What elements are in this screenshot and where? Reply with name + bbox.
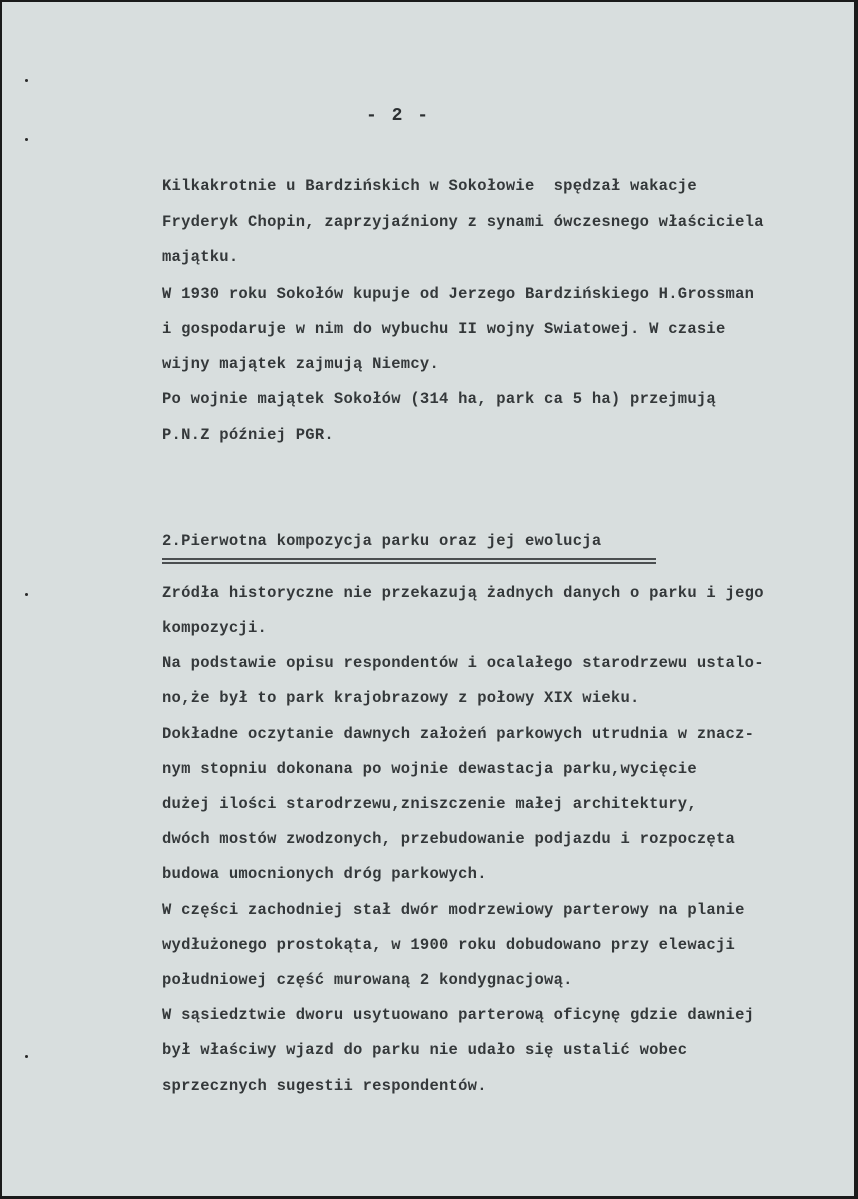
text-line: wijny majątek zajmują Niemcy. xyxy=(162,355,439,373)
text-line: kompozycji. xyxy=(162,619,268,637)
text-line: P.N.Z później PGR. xyxy=(162,426,334,444)
text-line: W 1930 roku Sokołów kupuje od Jerzego Bardzińskiego H.Grossman xyxy=(162,285,755,303)
section-heading: 2.Pierwotna kompozycja parku oraz jej ewolucja xyxy=(162,532,602,550)
text-line: W części zachodniej stał dwór modrzewiowy parterowy na planie xyxy=(162,901,745,919)
text-line: Dokładne oczytanie dawnych założeń parkowych utrudnia w znacz- xyxy=(162,725,755,743)
margin-dot xyxy=(25,79,28,82)
text-line: Kilkakrotnie u Bardzińskich w Sokołowie spędzał wakacje xyxy=(162,177,697,195)
margin-dot xyxy=(25,593,28,596)
text-line: dużej ilości starodrzewu,zniszczenie małej architektury, xyxy=(162,795,697,813)
text-line: Fryderyk Chopin, zaprzyjaźniony z synami ówczesnego właściciela xyxy=(162,213,764,231)
text-line: Po wojnie majątek Sokołów (314 ha, park ca 5 ha) przejmują xyxy=(162,390,716,408)
text-line: południowej część murowaną 2 kondygnacjową. xyxy=(162,971,573,989)
text-line: sprzecznych sugestii respondentów. xyxy=(162,1077,487,1095)
heading-double-underline xyxy=(162,558,656,564)
text-line: Zródła historyczne nie przekazują żadnych danych o parku i jego xyxy=(162,584,764,602)
text-line: dwóch mostów zwodzonych, przebudowanie podjazdu i rozpoczęta xyxy=(162,830,736,848)
text-line: no,że był to park krajobrazowy z połowy XIX wieku. xyxy=(162,689,640,707)
text-line: był właściwy wjazd do parku nie udało się ustalić wobec xyxy=(162,1041,688,1059)
text-line: W sąsiedztwie dworu usytuowano parterową oficynę gdzie dawniej xyxy=(162,1006,755,1024)
text-line: budowa umocnionych dróg parkowych. xyxy=(162,865,487,883)
document-page xyxy=(2,2,854,1196)
margin-dot xyxy=(25,138,28,141)
text-line: nym stopniu dokonana po wojnie dewastacja parku,wycięcie xyxy=(162,760,697,778)
text-line: Na podstawie opisu respondentów i ocalałego starodrzewu ustalo- xyxy=(162,654,764,672)
text-line: majątku. xyxy=(162,248,239,266)
page-number: - 2 - xyxy=(366,106,431,126)
margin-dot xyxy=(25,1055,28,1058)
text-line: wydłużonego prostokąta, w 1900 roku dobudowano przy elewacji xyxy=(162,936,736,954)
text-line: i gospodaruje w nim do wybuchu II wojny Swiatowej. W czasie xyxy=(162,320,726,338)
